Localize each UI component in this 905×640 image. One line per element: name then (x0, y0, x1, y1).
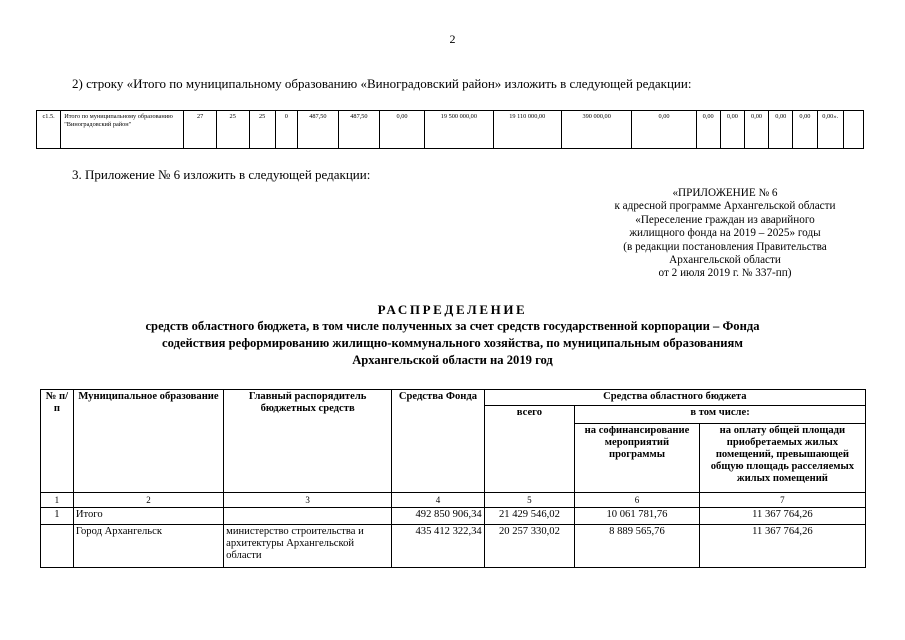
table-cell: 0,00 (793, 111, 817, 149)
appendix-line: жилищного фонда на 2019 – 2025» годы (629, 227, 821, 240)
table-cell (843, 111, 863, 149)
header-regional: Средства областного бюджета (484, 390, 865, 406)
table-cell: Итого по муниципальному образованию "Виноградовский район" (61, 111, 184, 149)
appendix-line: «ПРИЛОЖЕНИЕ № 6 (672, 187, 778, 199)
table-cell: с1.5. (37, 111, 61, 149)
row-cofinancing: 10 061 781,76 (575, 508, 700, 525)
subtitle-line: содействия реформированию жилищно-коммунального хозяйства, по муниципальным образованиям (162, 336, 743, 350)
distribution-title: РАСПРЕДЕЛЕНИЕ (377, 302, 528, 317)
table-cell: 0,00». (817, 111, 843, 149)
subtitle-line: средств областного бюджета, в том числе полученных за счет средств государственной корпорации – Фонда (145, 319, 760, 333)
table-cell: 487,50 (338, 111, 379, 149)
row-num: 1 (41, 508, 74, 525)
appendix-line: (в редакции постановления Правительства (623, 240, 827, 253)
appendix-line: Архангельской области (669, 254, 781, 267)
row-manager (224, 508, 392, 525)
table-cell: 25 (249, 111, 275, 149)
distribution-subtitle (0, 318, 905, 369)
table-cell: 0,00 (379, 111, 424, 149)
row-num (41, 525, 74, 568)
header-excess: на оплату общей площади приобретаемых жилых помещений, превышающей общую площадь расселяемых жилых помещений (699, 424, 865, 493)
row-cofinancing: 8 889 565,76 (575, 525, 700, 568)
header-cofinancing: на софинансирование мероприятий программы (575, 424, 700, 493)
column-number: 1 (41, 493, 74, 508)
row-municipality: Город Архангельск (73, 525, 223, 568)
row-excess: 11 367 764,26 (699, 525, 865, 568)
header-manager: Главный распорядитель бюджетных средств (224, 390, 392, 493)
table-row (41, 525, 866, 568)
column-number: 6 (575, 493, 700, 508)
row-fund: 492 850 906,34 (392, 508, 485, 525)
column-number: 4 (392, 493, 485, 508)
table-cell: 0,00 (769, 111, 793, 149)
row-fund: 435 412 322,34 (392, 525, 485, 568)
row-manager: министерство строительства и архитектуры Архангельской области (224, 525, 392, 568)
page-number: 2 (449, 32, 456, 46)
column-numbers-row (41, 493, 866, 508)
header-fund: Средства Фонда (392, 390, 485, 493)
appendix-line: к адресной программе Архангельской области (614, 200, 836, 213)
row-excess: 11 367 764,26 (699, 508, 865, 525)
distribution-table (40, 389, 866, 568)
table-row (37, 111, 864, 149)
subtitle-line: Архангельской области на 2019 год (352, 353, 553, 367)
table-cell: 19 110 000,00 (493, 111, 561, 149)
table-cell: 0,00 (720, 111, 744, 149)
table-cell: 25 (216, 111, 249, 149)
row-total: 21 429 546,02 (484, 508, 574, 525)
table-cell: 0,00 (744, 111, 768, 149)
table-cell: 19 500 000,00 (425, 111, 493, 149)
table-cell: 0,00 (696, 111, 720, 149)
header-total: всего (484, 406, 574, 493)
totals-row-table (36, 110, 864, 149)
table-cell: 27 (184, 111, 217, 149)
column-number: 2 (73, 493, 223, 508)
table-cell: 0 (275, 111, 297, 149)
item-3-text: 3. Приложение № 6 изложить в следующей редакции: (72, 167, 371, 182)
table-cell: 0,00 (632, 111, 696, 149)
appendix-line: «Переселение граждан из аварийного (635, 213, 815, 226)
table-row (41, 508, 866, 525)
item-2-text: 2) строку «Итого по муниципальному образованию «Виноградовский район» изложить в следующей редакции: (72, 76, 692, 91)
row-total: 20 257 330,02 (484, 525, 574, 568)
column-number: 3 (224, 493, 392, 508)
appendix-line: от 2 июля 2019 г. № 337-пп) (658, 267, 792, 280)
appendix-header (565, 187, 885, 281)
header-municipality: Муниципальное образование (73, 390, 223, 493)
column-number: 7 (699, 493, 865, 508)
table-header-row (41, 390, 866, 406)
column-number: 5 (484, 493, 574, 508)
header-num: № п/п (41, 390, 74, 493)
table-cell: 487,50 (297, 111, 338, 149)
row-municipality: Итого (73, 508, 223, 525)
table-cell: 390 000,00 (561, 111, 631, 149)
header-including: в том числе: (575, 406, 866, 424)
